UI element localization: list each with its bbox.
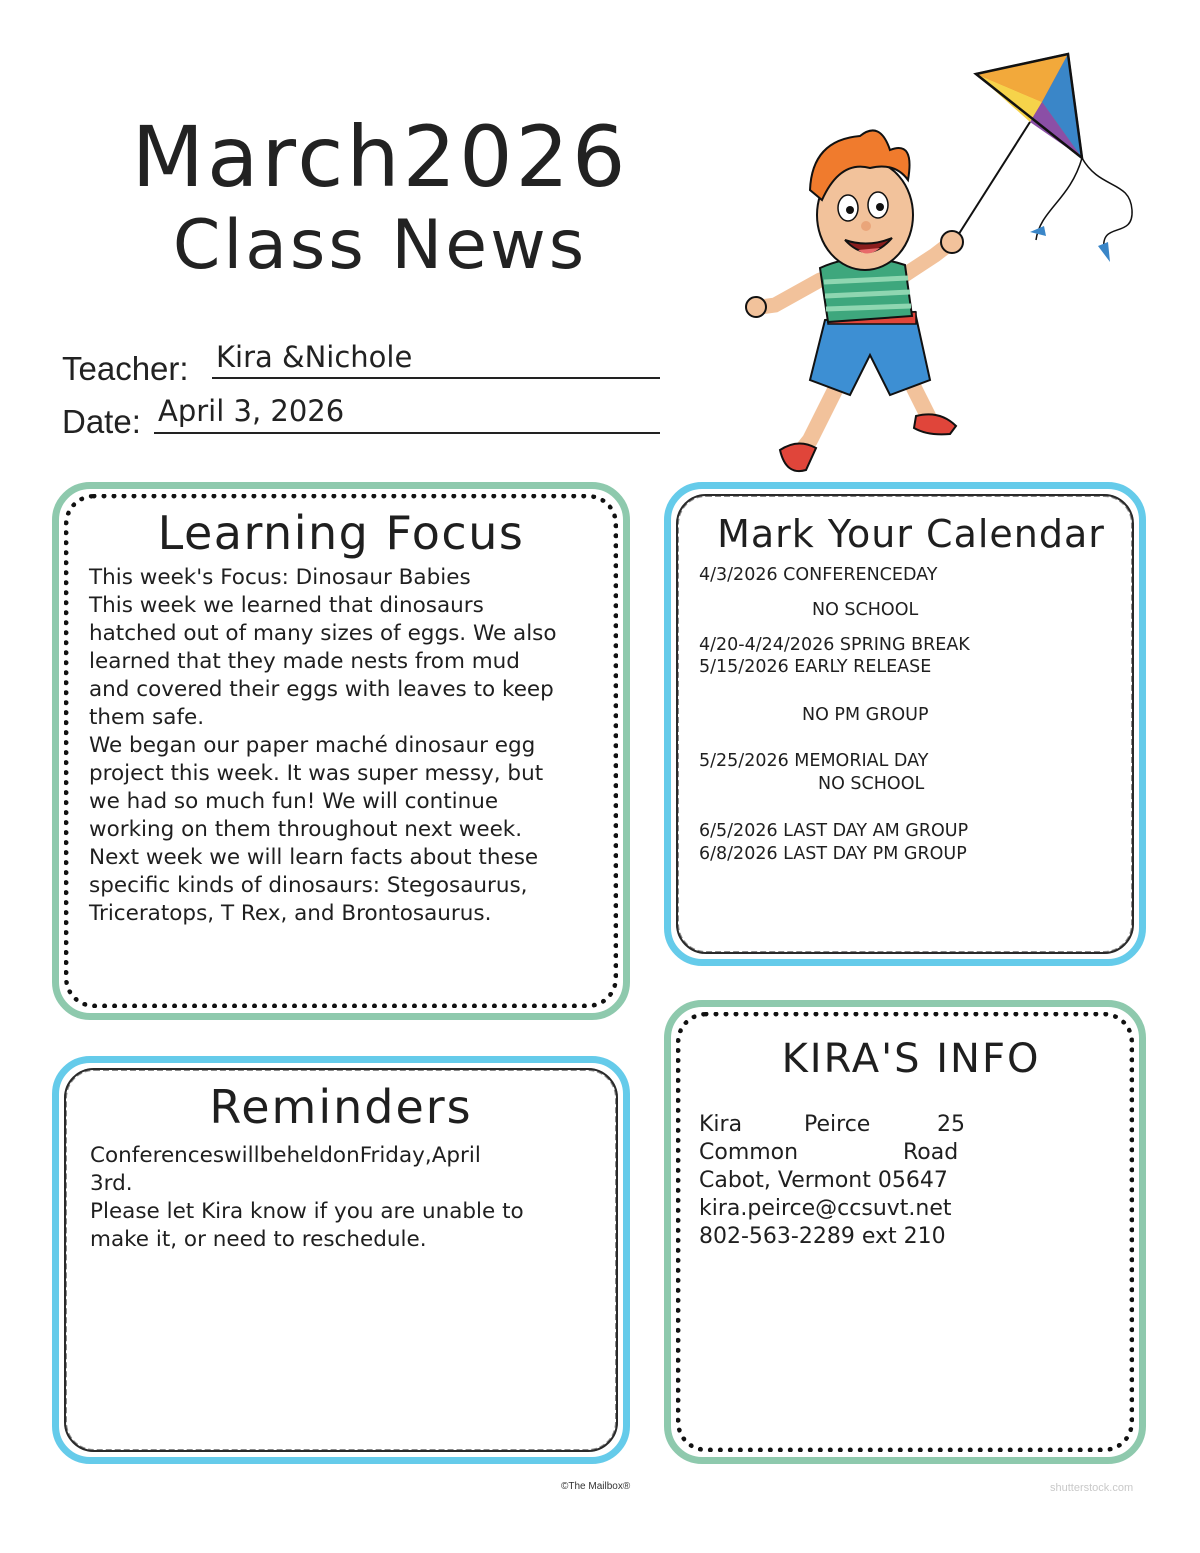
- info-name: Kira: [699, 1112, 743, 1137]
- info-email[interactable]: kira.peirce@ccsuvt.net: [699, 1196, 952, 1221]
- learning-focus-line: learned that they made nests from mud: [89, 649, 520, 674]
- calendar-entry: NO SCHOOL: [818, 774, 925, 794]
- calendar-entry: 6/5/2026 LAST DAY AM GROUP: [699, 821, 969, 841]
- learning-focus-line: Next week we will learn facts about these: [89, 845, 539, 870]
- learning-focus-line: This week's Focus: Dinosaur Babies: [89, 565, 471, 590]
- learning-focus-line: we had so much fun! We will continue: [89, 789, 499, 814]
- learning-focus-line: We began our paper maché dinosaur egg: [89, 733, 536, 758]
- kite-icon: [955, 54, 1132, 262]
- learning-focus-line: This week we learned that dinosaurs: [89, 593, 484, 618]
- calendar-entry: NO PM GROUP: [802, 705, 929, 725]
- learning-focus-line: them safe.: [89, 705, 205, 730]
- date-value: April 3, 2026: [158, 394, 345, 428]
- newsletter-title: Class News: [172, 206, 588, 285]
- learning-focus-line: Triceratops, T Rex, and Brontosaurus.: [89, 901, 492, 926]
- shutterstock-watermark: shutterstock.com: [1050, 1482, 1134, 1494]
- info-title: KIRA'S INFO: [781, 1036, 1041, 1082]
- reminders-text: [90, 1142, 524, 1254]
- calendar-entry: 4/20-4/24/2026 SPRING BREAK: [699, 635, 970, 655]
- learning-focus-line: hatched out of many sizes of eggs. We also: [89, 621, 557, 646]
- teacher-value: Kira &Nichole: [216, 340, 413, 374]
- teacher-label: Teacher:: [62, 350, 189, 387]
- reminders-line: ConferenceswillbeheldonFriday,April: [90, 1143, 481, 1168]
- boy-with-kite-illustration: [740, 50, 1140, 480]
- calendar-entry: 5/15/2026 EARLY RELEASE: [699, 657, 932, 677]
- calendar-entry: NO SCHOOL: [812, 600, 919, 620]
- info-city: Cabot, Vermont 05647: [699, 1168, 948, 1193]
- date-underline: [154, 432, 660, 434]
- calendar-title: Mark Your Calendar: [717, 512, 1105, 556]
- reminders-line: make it, or need to reschedule.: [90, 1227, 427, 1252]
- learning-focus-line: working on them throughout next week.: [89, 817, 523, 842]
- date-label: Date:: [62, 403, 141, 440]
- reminders-line: 3rd.: [90, 1171, 133, 1196]
- calendar-entry: 6/8/2026 LAST DAY PM GROUP: [699, 844, 967, 864]
- reminders-line: Please let Kira know if you are unable to: [90, 1199, 524, 1224]
- info-phone: 802-563-2289 ext 210: [699, 1224, 946, 1249]
- learning-focus-line: project this week. It was super messy, but: [89, 761, 544, 786]
- info-street-number: 25: [937, 1112, 965, 1137]
- info-surname: Peirce: [804, 1112, 871, 1137]
- teacher-underline: [212, 377, 660, 379]
- learning-focus-line: and covered their eggs with leaves to keep: [89, 677, 554, 702]
- learning-focus-title: Learning Focus: [157, 506, 525, 560]
- reminders-title: Reminders: [209, 1080, 473, 1134]
- learning-focus-text: [89, 564, 557, 928]
- info-street-type: Road: [903, 1140, 959, 1165]
- mailbox-credit: ©The Mailbox®: [561, 1481, 631, 1492]
- learning-focus-line: specific kinds of dinosaurs: Stegosaurus,: [89, 873, 528, 898]
- calendar-entry: 5/25/2026 MEMORIAL DAY: [699, 751, 929, 771]
- calendar-entry: 4/3/2026 CONFERENCEDAY: [699, 565, 938, 585]
- info-street-name: Common: [699, 1140, 799, 1165]
- newsletter-title-month: March2026: [131, 108, 629, 206]
